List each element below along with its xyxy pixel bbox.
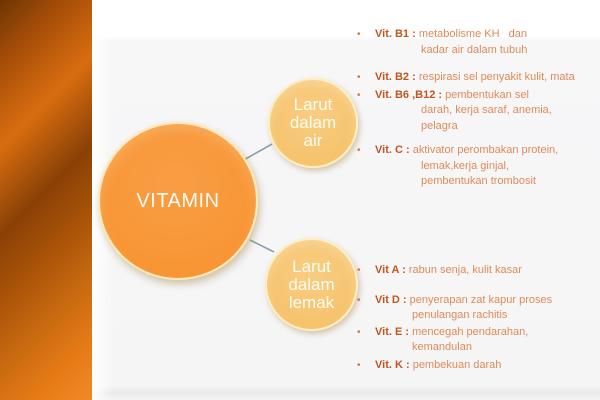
list-item-text [375, 358, 600, 374]
vitamin-name-label: Vit. E : [375, 325, 410, 338]
bullet-icon: • [357, 72, 361, 83]
list-item-text [375, 293, 600, 324]
list-item [354, 88, 600, 135]
node-line: Larut [292, 256, 331, 276]
bullet-icon: • [357, 294, 361, 306]
description-line: pembentukan sel [442, 88, 529, 101]
node-line: dalam [289, 113, 337, 132]
node-line: air [303, 131, 323, 150]
list-item-text [375, 263, 600, 279]
list-item-text [375, 325, 600, 356]
node-larut-dalam-lemak-label [288, 258, 334, 312]
vitamin-name-label: Vit. B2 : [375, 71, 416, 83]
node-line: lemak [288, 292, 335, 312]
list-item [354, 358, 600, 374]
description-line: penyerapan zat kapur proses [406, 293, 553, 306]
vitamin-name-label: Vit A : [375, 264, 406, 276]
node-vitamin-label: VITAMIN [136, 189, 220, 212]
connector-top [242, 144, 272, 161]
description-line: metabolisme KH dan [415, 28, 528, 40]
list-item-text [375, 88, 600, 135]
vitamin-name-label: Vit. K : [375, 358, 410, 371]
bullet-icon: • [357, 265, 361, 276]
node-line: Larut [293, 95, 333, 114]
bullet-icon: • [357, 29, 361, 40]
list-item-text [375, 27, 600, 58]
connector-bottom [250, 240, 274, 252]
description-line: lemak,kerja ginjal, [421, 159, 510, 172]
node-vitamin [98, 122, 258, 280]
node-larut-dalam-air-label [290, 96, 336, 150]
fat-soluble-list [354, 263, 600, 373]
description-line: kadar air dalam tubuh [421, 43, 528, 56]
description-line: pelagra [421, 119, 458, 132]
node-larut-dalam-air [268, 78, 358, 168]
description-line: kemandulan [412, 341, 472, 353]
description-line: pembekuan darah [409, 358, 502, 371]
vitamin-name-label: Vit D : [375, 293, 407, 306]
node-larut-dalam-lemak [265, 238, 358, 331]
vitamin-name-label: Vit. C : [375, 144, 410, 156]
list-item [354, 143, 600, 190]
description-line: rabun senja, kulit kasar [405, 264, 522, 276]
list-item [354, 27, 600, 58]
description-line: respirasi sel penyakit kulit, mata [415, 71, 575, 83]
water-soluble-list [354, 27, 600, 190]
bullet-icon: • [357, 89, 361, 101]
list-item-text [375, 70, 600, 86]
vitamin-name-label: Vit. B1 : [375, 28, 416, 40]
description-line: aktivator perombakan protein, [409, 144, 559, 156]
node-line: dalam [288, 274, 335, 294]
list-item [354, 293, 600, 324]
list-item-text [375, 143, 600, 190]
description-line: penulangan rachitis [412, 309, 508, 321]
list-item [354, 325, 600, 356]
bullet-icon: • [357, 145, 361, 156]
bullet-icon: • [357, 326, 361, 338]
list-item [354, 263, 600, 279]
description-line: mencegah pendarahan, [409, 325, 529, 338]
description-line: darah, kerja saraf, anemia, [421, 104, 552, 116]
bullet-icon: • [357, 359, 361, 371]
vitamin-name-label: Vit. B6 ,B12 : [375, 88, 443, 101]
list-item [354, 70, 600, 86]
description-line: pembentukan trombosit [421, 175, 536, 187]
